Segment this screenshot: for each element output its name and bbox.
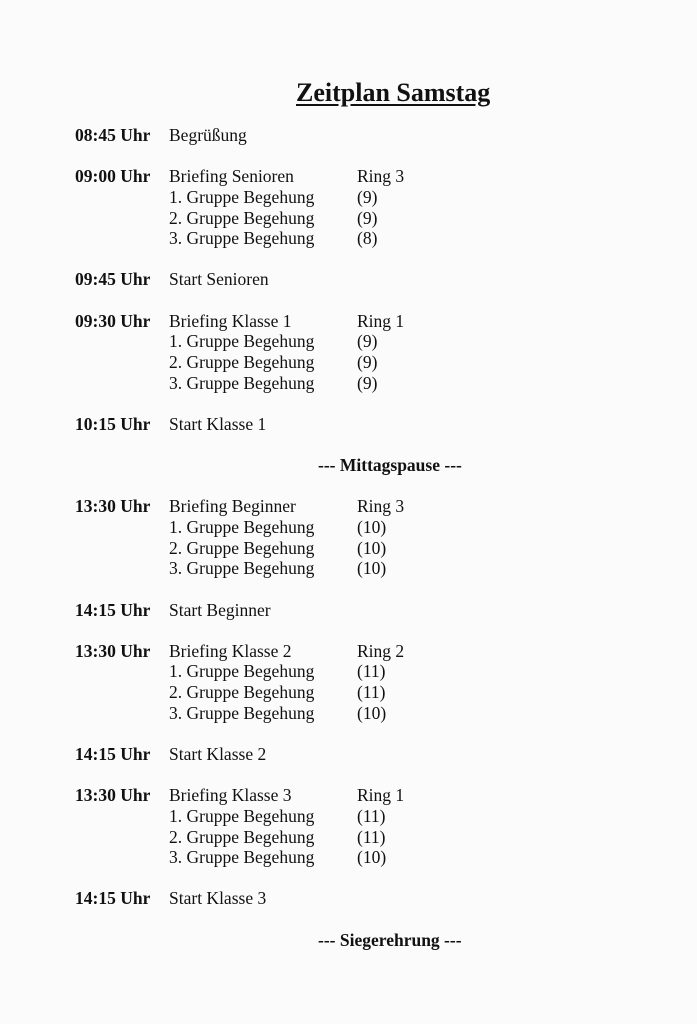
schedule-main-line (75, 744, 675, 765)
schedule-main-line (75, 414, 675, 435)
group-count: (10) (357, 516, 387, 537)
group-label: 1. Gruppe Begehung (169, 186, 315, 207)
schedule-label: Briefing Klasse 3 (169, 785, 292, 806)
schedule-time: 09:30 Uhr (75, 310, 151, 331)
group-count: (8) (357, 228, 378, 249)
schedule-time-empty (75, 558, 169, 579)
schedule-time: 08:45 Uhr (75, 125, 151, 145)
group-label: 2. Gruppe Begehung (169, 537, 315, 558)
schedule-sub-line (75, 331, 675, 352)
group-count: (10) (357, 537, 387, 558)
schedule-main-line (75, 269, 675, 290)
schedule-label: Briefing Senioren (169, 166, 294, 187)
schedule-list (75, 125, 675, 971)
schedule-label: Start Klasse 1 (169, 413, 267, 434)
schedule-main-line (75, 496, 675, 517)
group-label: 3. Gruppe Begehung (169, 558, 315, 579)
schedule-time-empty (75, 806, 169, 827)
schedule-time: 10:15 Uhr (75, 413, 151, 434)
schedule-time-empty (75, 187, 169, 208)
schedule-time-empty (75, 703, 169, 724)
schedule-sub-line (75, 806, 675, 827)
schedule-entry (75, 311, 675, 394)
group-count: (11) (357, 826, 386, 847)
page-title: Zeitplan Samstag (296, 78, 491, 107)
group-label: 2. Gruppe Begehung (169, 352, 315, 372)
schedule-label: Briefing Beginner (169, 496, 296, 517)
schedule-ring: Ring 2 (357, 640, 405, 661)
group-count: (10) (357, 558, 387, 579)
schedule-main-line (75, 125, 675, 146)
schedule-ring (357, 744, 477, 765)
schedule-time: 14:15 Uhr (75, 743, 151, 764)
schedule-entry (75, 785, 675, 868)
schedule-sub-line (75, 352, 675, 373)
schedule-main-line (75, 785, 675, 806)
schedule-sub-line (75, 661, 675, 682)
schedule-time: 09:45 Uhr (75, 269, 151, 290)
schedule-time-empty (75, 228, 169, 249)
schedule-entry (75, 125, 675, 146)
group-label: 3. Gruppe Begehung (169, 702, 315, 723)
schedule-main-line (75, 166, 675, 187)
schedule-ring (357, 600, 477, 621)
group-count: (9) (357, 207, 378, 228)
schedule-sub-line (75, 558, 675, 579)
schedule-time: 14:15 Uhr (75, 599, 151, 620)
group-label: 2. Gruppe Begehung (169, 207, 315, 228)
schedule-time: 14:15 Uhr (75, 888, 151, 909)
schedule-time-empty (75, 847, 169, 868)
schedule-time-empty (75, 352, 169, 373)
group-label: 1. Gruppe Begehung (169, 661, 315, 682)
group-label: 2. Gruppe Begehung (169, 682, 315, 703)
schedule-time: 13:30 Uhr (75, 785, 151, 806)
schedule-sub-line (75, 847, 675, 868)
schedule-main-line (75, 311, 675, 332)
schedule-entry (75, 414, 675, 435)
schedule-ring: Ring 3 (357, 496, 405, 517)
schedule-label: Briefing Klasse 1 (169, 310, 292, 331)
schedule-entry (75, 744, 675, 765)
schedule-sub-line (75, 373, 675, 394)
schedule-main-line (75, 888, 675, 909)
group-label: 1. Gruppe Begehung (169, 805, 315, 826)
schedule-ring: Ring 1 (357, 310, 405, 331)
schedule-entry (75, 641, 675, 724)
schedule-sub-line (75, 187, 675, 208)
schedule-entry (75, 496, 675, 579)
schedule-time-empty (75, 373, 169, 394)
group-label: 1. Gruppe Begehung (169, 331, 315, 352)
group-count: (9) (357, 331, 378, 352)
group-label: 2. Gruppe Begehung (169, 826, 315, 847)
schedule-main-line (75, 641, 675, 662)
schedule-ring (357, 269, 477, 290)
schedule-time-empty (75, 331, 169, 352)
schedule-time-empty (75, 208, 169, 229)
group-count: (10) (357, 847, 387, 868)
schedule-time-empty (75, 682, 169, 703)
schedule-entry (75, 269, 675, 290)
schedule-sub-line (75, 517, 675, 538)
schedule-entry (75, 166, 675, 249)
group-label: 3. Gruppe Begehung (169, 228, 315, 249)
group-label: 3. Gruppe Begehung (169, 372, 315, 393)
schedule-label: Start Senioren (169, 269, 269, 290)
group-count: (11) (357, 661, 386, 682)
schedule-time-empty (75, 517, 169, 538)
schedule-ring: Ring 1 (357, 785, 405, 806)
group-count: (9) (357, 186, 378, 207)
group-label: 3. Gruppe Begehung (169, 847, 315, 868)
schedule-label: Briefing Klasse 2 (169, 640, 292, 661)
schedule-ring (357, 888, 477, 909)
schedule-main-line (75, 600, 675, 621)
schedule-label: Start Klasse 2 (169, 743, 267, 764)
schedule-label: Start Klasse 3 (169, 888, 267, 909)
schedule-sub-line (75, 682, 675, 703)
schedule-entry (75, 888, 675, 909)
schedule-time: 13:30 Uhr (75, 496, 151, 517)
group-count: (11) (357, 805, 386, 826)
schedule-time-empty (75, 538, 169, 559)
schedule-ring (357, 125, 477, 146)
group-count: (11) (357, 682, 386, 703)
schedule-sub-line (75, 208, 675, 229)
group-count: (9) (357, 352, 378, 372)
schedule-pause: --- Mittagspause --- (318, 455, 462, 476)
schedule-time: 13:30 Uhr (75, 640, 151, 661)
group-label: 1. Gruppe Begehung (169, 516, 315, 537)
schedule-time: 09:00 Uhr (75, 166, 151, 187)
group-count: (10) (357, 702, 387, 723)
schedule-label: Begrüßung (169, 125, 247, 145)
schedule-ring: Ring 3 (357, 166, 405, 187)
schedule-pause: --- Siegerehrung --- (318, 929, 462, 950)
group-count: (9) (357, 372, 378, 393)
schedule-sub-line (75, 703, 675, 724)
schedule-entry (75, 600, 675, 621)
schedule-sub-line (75, 538, 675, 559)
schedule-ring (357, 414, 477, 435)
schedule-sub-line (75, 228, 675, 249)
schedule-time-empty (75, 661, 169, 682)
schedule-label: Start Beginner (169, 599, 271, 620)
schedule-time-empty (75, 827, 169, 848)
schedule-sub-line (75, 827, 675, 848)
